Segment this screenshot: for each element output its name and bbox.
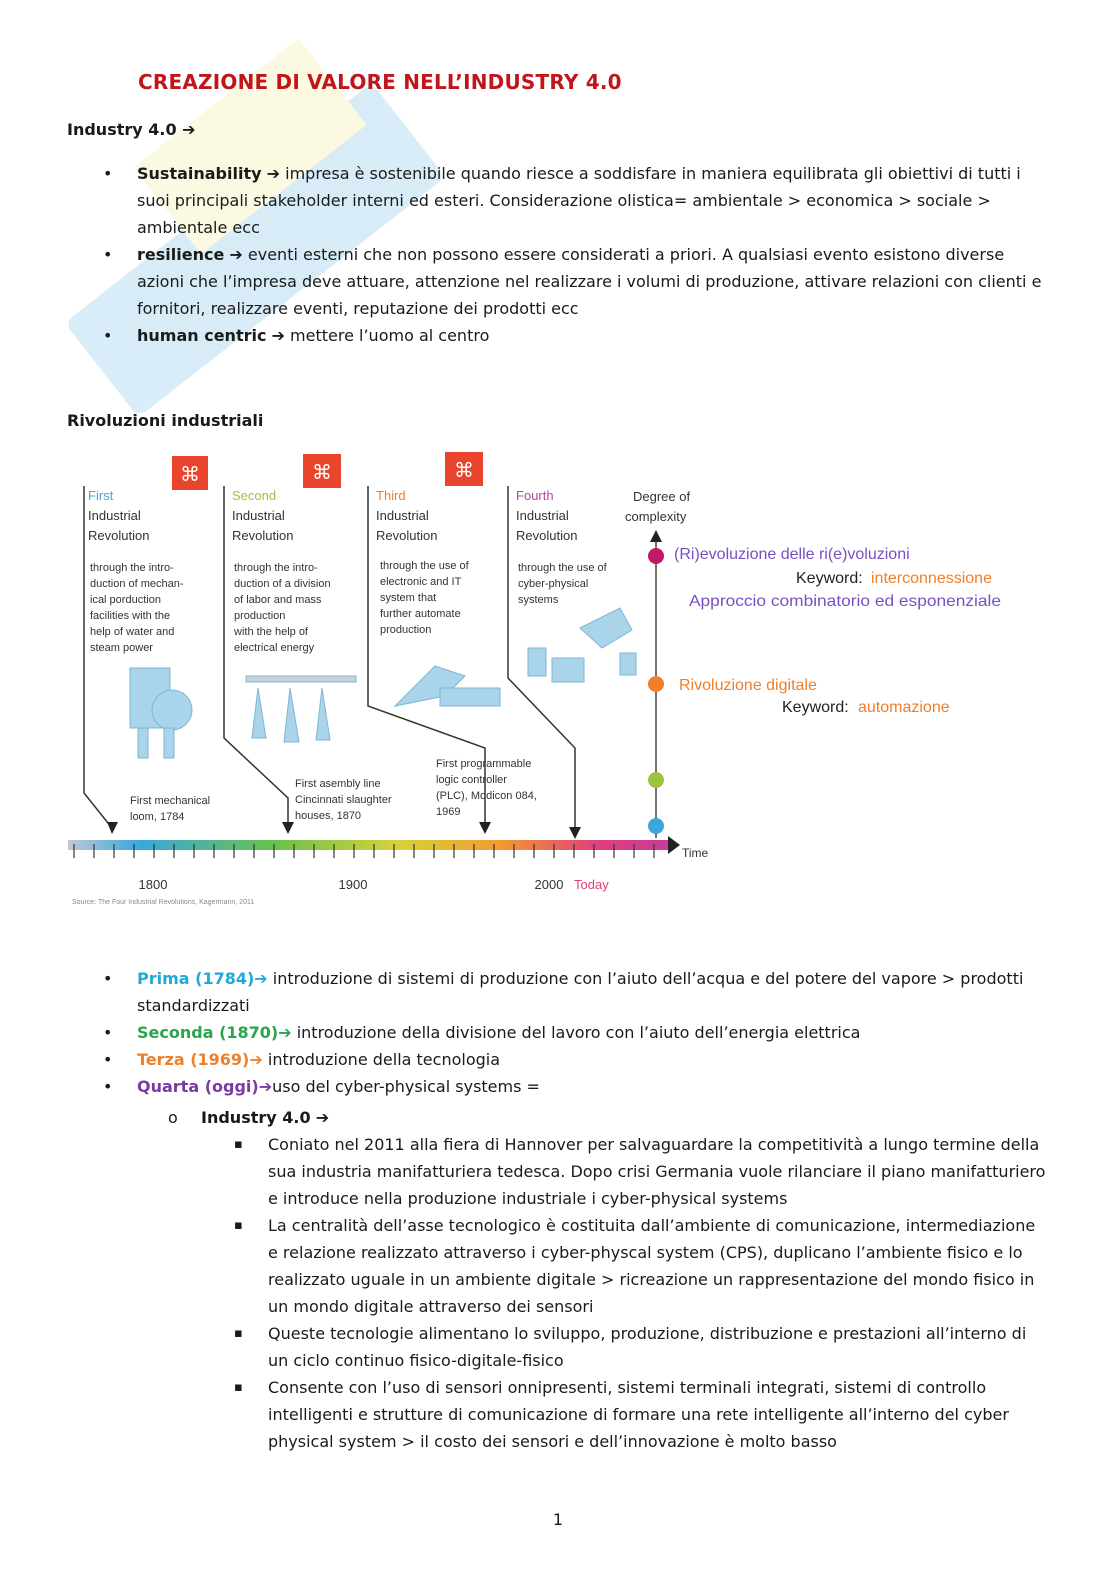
rev4-line3: Revolution [516, 528, 578, 543]
tick-label-1800: 1800 [138, 877, 168, 892]
annotation-riv1: (Ri)evoluzione delle ri(e)voluzioni [674, 546, 910, 563]
svg-text:⌘: ⌘ [180, 464, 200, 486]
loom-illustration [130, 668, 192, 758]
intro-heading: Industry 4.0 ➔ [67, 120, 196, 139]
milestone-1: First mechanical [130, 795, 211, 807]
annotation-kw1-value: interconnessione [871, 570, 992, 587]
milestone-3: First programmable [436, 758, 532, 770]
rev1-desc: help of water and [90, 626, 175, 638]
rev4-line2: Industrial [516, 508, 569, 523]
rev1-desc: facilities with the [90, 610, 171, 622]
command-icon [445, 452, 483, 486]
list-item: • Prima (1784)➔ introduzione di sistemi di produzione con l’aiuto dell’acqua e del potere del vapore > prodotti standardizzati [0, 965, 1116, 1019]
pillars-list [0, 160, 1116, 349]
list-item: • resilience ➔ eventi esterni che non possono essere considerati a priori. A qualsiasi evento esistono diverse azioni che l’impresa deve attuare, attenzione nel realizzare i volumi di produzione, attivare relazioni con clienti e fornitori, realizzare eventi, reputazione dei prodotti ecc [0, 241, 1116, 322]
annotation-approach: Approccio combinatorio ed esponenziale [689, 593, 1002, 610]
page-number: 1 [552, 1510, 564, 1529]
command-icon [303, 454, 341, 488]
milestone-3: logic controller [436, 774, 507, 786]
rev2-desc: duction of a division [234, 578, 331, 590]
rev1-line3: Revolution [88, 528, 150, 543]
rev2-ordinal: Second [232, 488, 277, 503]
rev2-desc: electrical energy [234, 642, 315, 654]
document-title: CREAZIONE DI VALORE NELL’INDUSTRY 4.0 [138, 70, 622, 94]
complexity-label: Degree of [633, 489, 691, 504]
milestone-3: 1969 [436, 806, 461, 818]
rev3-desc: production [380, 624, 432, 636]
figure-source: Source: The Four Industrial Revolutions, Kagermann, 2011 [72, 899, 255, 906]
rev2-line3: Revolution [232, 528, 294, 543]
annotation-kw2-value: automazione [858, 699, 950, 716]
milestone-2: First asembly line [295, 778, 381, 790]
tick-label-today: Today [574, 877, 609, 892]
time-axis-bar [68, 840, 668, 850]
list-item: • Quarta (oggi)➔uso del cyber-physical systems = [0, 1073, 1116, 1100]
rev3-desc: further automate [380, 608, 461, 620]
svg-text:⌘: ⌘ [454, 460, 474, 482]
rev2-desc: of labor and mass [234, 594, 322, 606]
time-axis-label: Time [682, 846, 709, 860]
sub-heading: o Industry 4.0 ➔ [168, 1104, 329, 1131]
list-item: ▪ La centralità dell’asse tecnologico è costituita dall’ambiente di comunicazione, intermediazione e relazione realizzato attraverso i cyber-physcal system (CPS), duplicano l’ambiente fisico e lo realizzato uguale in un ambiente digitale > ricreazione un rappresentazione del mondo fisico in un mondo digitale attraverso dei sensori [0, 1212, 1116, 1320]
svg-text:⌘: ⌘ [312, 462, 332, 484]
rev1-ordinal: First [88, 488, 114, 503]
rev4-desc: cyber-physical [518, 578, 589, 590]
rev1-desc: steam power [90, 642, 153, 654]
list-item: • Terza (1969)➔ introduzione della tecnologia [0, 1046, 1116, 1073]
rev1-desc: duction of mechan- [90, 578, 184, 590]
complexity-marker-3 [648, 676, 664, 692]
annotation-kw1-label: Keyword: [796, 570, 863, 587]
section-heading: Rivoluzioni industriali [67, 411, 264, 430]
list-item: • Seconda (1870)➔ introduzione della divisione del lavoro con l’aiuto dell’energia elettrica [0, 1019, 1116, 1046]
rev1-line2: Industrial [88, 508, 141, 523]
revolutions-figure [60, 448, 1020, 908]
list-item: • human centric ➔ mettere l’uomo al centro [0, 322, 1116, 349]
milestone-2: Cincinnati slaughter [295, 794, 392, 806]
rev2-desc: with the help of [234, 626, 308, 638]
rev4-desc: through the use of [518, 562, 607, 574]
list-item: ▪ Coniato nel 2011 alla fiera di Hannover per salvaguardare la competitività a lungo termine della sua industria manifatturiera tedesca. Dopo crisi Germania vuole rilanciare il piano manifatturiero e introduce nella produzione industriale i cyber-physical systems [0, 1131, 1116, 1212]
tick-label-1900: 1900 [338, 877, 368, 892]
complexity-marker-1 [648, 818, 664, 834]
list-item: ▪ Queste tecnologie alimentano lo sviluppo, produzione, distribuzione e prestazioni all’interno di un ciclo continuo fisico-digitale-fisico [0, 1320, 1116, 1374]
rev3-desc: system that [380, 592, 437, 604]
rev3-desc: electronic and IT [380, 576, 462, 588]
tick-label-2000: 2000 [534, 877, 564, 892]
complexity-label: complexity [625, 509, 687, 524]
list-item: ▪ Consente con l’uso di sensori onnipresenti, sistemi terminali integrati, sistemi di controllo intelligenti e strutture di comunicazione di formare una rete intelligente all’interno del cyber physical system > il costo dei sensori e dell’innovazione è molto basso [0, 1374, 1116, 1455]
rev2-desc: through the intro- [234, 562, 318, 574]
assembly-illustration [246, 676, 356, 742]
revolutions-list [0, 965, 1116, 1100]
annotation-riv2: Rivoluzione digitale [679, 677, 817, 694]
rev3-line3: Revolution [376, 528, 438, 543]
annotation-kw2-label: Keyword: [782, 699, 849, 716]
complexity-marker-2 [648, 772, 664, 788]
rev4-ordinal: Fourth [516, 488, 554, 503]
rev2-line2: Industrial [232, 508, 285, 523]
rev1-desc: through the intro- [90, 562, 174, 574]
milestone-2: houses, 1870 [295, 810, 362, 822]
robot-arm-illustration [395, 666, 500, 706]
milestone-1: loom, 1784 [130, 811, 185, 823]
rev3-ordinal: Third [376, 488, 406, 503]
rev2-desc: production [234, 610, 286, 622]
command-icon [172, 456, 208, 490]
rev1-desc: ical porduction [90, 594, 161, 606]
complexity-marker-4 [648, 548, 664, 564]
cps-illustration [528, 608, 636, 682]
rev3-desc: through the use of [380, 560, 469, 572]
rev4-desc: systems [518, 594, 559, 606]
milestone-3: (PLC), Modicon 084, [436, 790, 537, 802]
details-list [0, 1131, 1116, 1455]
list-item: • Sustainability ➔ impresa è sostenibile quando riesce a soddisfare in maniera equilibrata gli obiettivi di tutti i suoi principali stakeholder interni ed esteri. Considerazione olistica= ambientale > economica > sociale > ambientale ecc [0, 160, 1116, 241]
rev3-line2: Industrial [376, 508, 429, 523]
